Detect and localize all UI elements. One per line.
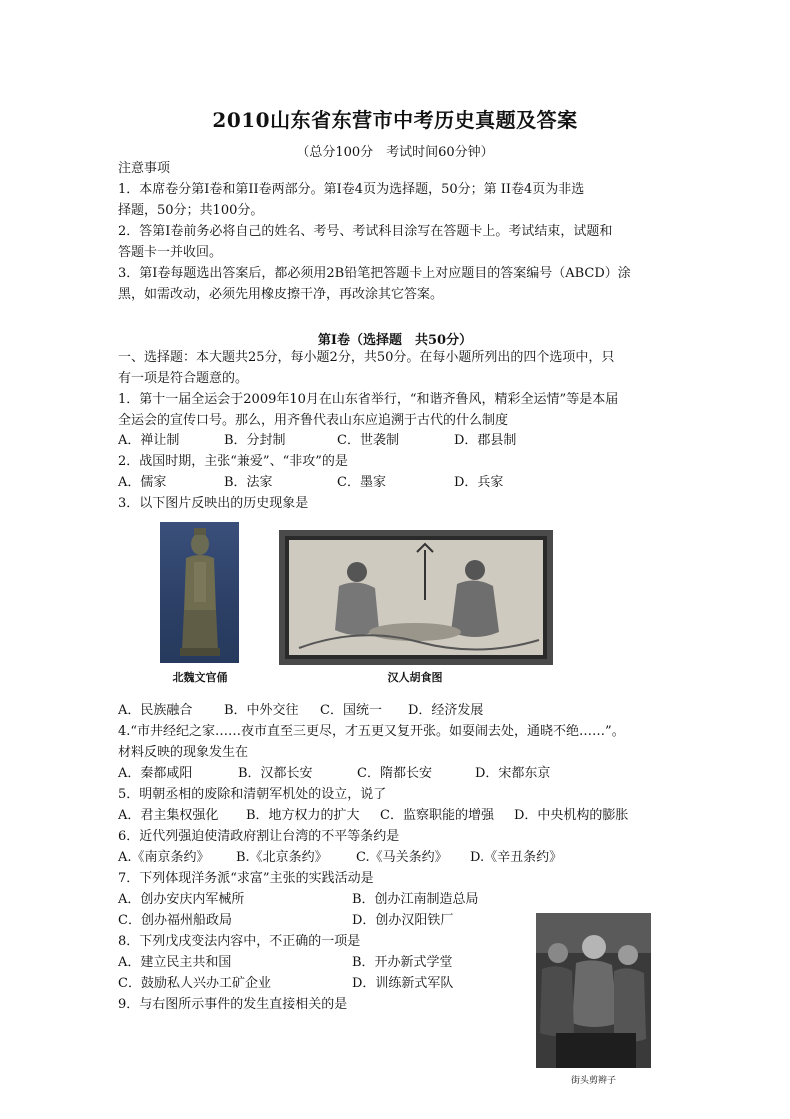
option-d: D．宋都东京	[475, 766, 551, 781]
question-3-stem: 3．以下图片反映出的历史现象是	[118, 496, 309, 511]
question-1-stem: 1．第十一届全运会于2009年10月在山东省举行，“和谐齐鲁风，精彩全运情”等是本届	[118, 392, 619, 407]
question-6-stem: 6．近代列强迫使清政府割让台湾的不平等条约是	[118, 829, 400, 844]
option-c: C．墨家	[337, 475, 386, 490]
option-d: D．中央机构的膨胀	[514, 808, 629, 823]
notice-line: 答题卡一并收回。	[118, 245, 223, 260]
option-c: C．创办福州船政局	[118, 913, 232, 928]
option-d: D．创办汉阳铁厂	[352, 913, 454, 928]
option-a: A．建立民主共和国	[118, 955, 232, 970]
statue-figure-icon	[160, 522, 239, 663]
mural-image	[279, 530, 553, 665]
page-subtitle: （总分100分 考试时间60分钟）	[296, 145, 494, 160]
question-5-stem: 5．明朝丞相的废除和清朝军机处的设立，说了	[118, 787, 387, 802]
photo-caption: 街头剪辫子	[570, 1076, 616, 1086]
option-c: C.《马关条约》	[356, 850, 448, 865]
option-b: B．开办新式学堂	[352, 955, 453, 970]
option-a: A．儒家	[118, 475, 167, 490]
notice-line: 2．答第Ⅰ卷前务必将自己的姓名、考号、考试科目涂写在答题卡上。考试结束，试题和	[118, 224, 613, 239]
option-a: A．君主集权强化	[118, 808, 219, 823]
notice-line: 3．第Ⅰ卷每题选出答案后，都必须用2B铅笔把答题卡上对应题目的答案编号（ABCD）涂	[118, 266, 631, 281]
option-a: A．禅让制	[118, 433, 180, 448]
option-b: B．汉都长安	[238, 766, 313, 781]
option-c: C．世袭制	[337, 433, 399, 448]
option-d: D．训练新式军队	[352, 976, 454, 991]
right-picture-caption: 汉人胡食图	[387, 671, 443, 684]
question-8-stem: 8．下列戊戌变法内容中，不正确的一项是	[118, 934, 361, 949]
notice-line: 择题，50分；共100分。	[118, 203, 264, 218]
page-title: 2010山东省东营市中考历史真题及答案	[212, 108, 578, 132]
option-d: D．经济发展	[408, 703, 484, 718]
option-b: B．地方权力的扩大	[246, 808, 360, 823]
notice-heading: 注意事项	[118, 161, 171, 176]
option-c: C．鼓励私人兴办工矿企业	[118, 976, 271, 991]
people-photo-icon	[536, 913, 651, 1068]
question-4-stem: 4.“市井经纪之家……夜市直至三更尽，才五更又复开张。如耍闹去处，通晓不绝……”。	[118, 724, 625, 739]
option-b: B.《北京条约》	[236, 850, 328, 865]
mural-scene-icon	[279, 530, 553, 665]
option-b: B．法家	[224, 475, 273, 490]
option-c: C．隋都长安	[357, 766, 432, 781]
question-2-stem: 2．战国时期，主张“兼爱”、“非攻”的是	[118, 454, 348, 469]
instructions-line: 一、选择题：本大题共25分，每小题2分，共50分。在每小题所列出的四个选项中，只	[118, 350, 615, 365]
option-d: D．郡县制	[454, 433, 517, 448]
option-a: A．创办安庆内军械所	[118, 892, 245, 907]
option-d: D.《辛丑条约》	[470, 850, 563, 865]
option-a: A.《南京条约》	[118, 850, 210, 865]
section-title: 第Ⅰ卷（选择题 共50分）	[317, 333, 473, 348]
notice-line: 黑，如需改动，必须先用橡皮擦干净，再改涂其它答案。	[118, 287, 444, 302]
queue-cutting-photo	[536, 913, 651, 1068]
option-c: C．监察职能的增强	[380, 808, 494, 823]
question-7-stem: 7．下列体现洋务派“求富”主张的实践活动是	[118, 871, 374, 886]
option-b: B．创办江南制造总局	[352, 892, 479, 907]
option-a: A．秦都咸阳	[118, 766, 193, 781]
statue-photo	[160, 522, 239, 663]
left-picture-caption: 北魏文官俑	[172, 671, 228, 684]
notice-line: 1．本席卷分第Ⅰ卷和第II卷两部分。第Ⅰ卷4页为选择题，50分；第 II卷4页为非选	[118, 182, 585, 197]
question-4-stem: 材料反映的现象发生在	[118, 745, 249, 760]
option-a: A．民族融合	[118, 703, 193, 718]
option-b: B．中外交往	[224, 703, 299, 718]
option-b: B．分封制	[224, 433, 286, 448]
instructions-line: 有一项是符合题意的。	[118, 371, 249, 386]
question-9-stem: 9．与右图所示事件的发生直接相关的是	[118, 997, 348, 1012]
option-c: C．国统一	[320, 703, 382, 718]
option-d: D．兵家	[454, 475, 504, 490]
question-1-stem: 全运会的宣传口号。那么，用齐鲁代表山东应追溯于古代的什么制度	[118, 413, 509, 428]
